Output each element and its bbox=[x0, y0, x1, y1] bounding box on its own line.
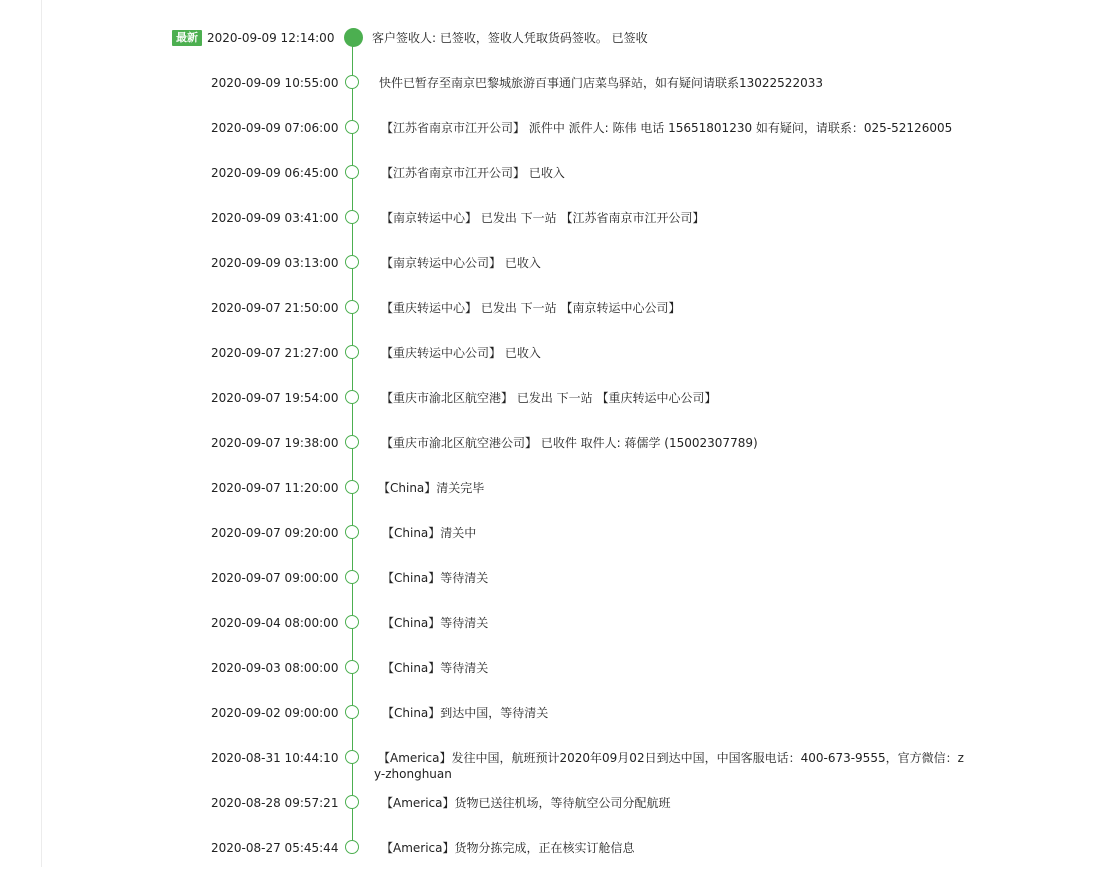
timeline-entry bbox=[0, 571, 1115, 608]
entry-text: 【China】等待清关 bbox=[382, 661, 489, 675]
entry-text: 【China】等待清关 bbox=[382, 616, 489, 630]
timeline-dot-icon bbox=[345, 255, 359, 269]
entry-text: 【China】清关完毕 bbox=[378, 481, 485, 495]
timeline-dot-icon bbox=[345, 75, 359, 89]
timeline-dot-icon bbox=[345, 570, 359, 584]
entry-time: 2020-09-07 11:20:00 bbox=[211, 481, 339, 495]
timeline-entry bbox=[0, 121, 1115, 158]
entry-text: 快件已暂存至南京巴黎城旅游百事通门店菜鸟驿站，如有疑问请联系13022522033 bbox=[379, 76, 823, 90]
timeline-dot-icon bbox=[345, 480, 359, 494]
entry-time: 2020-09-04 08:00:00 bbox=[211, 616, 339, 630]
entry-time: 2020-09-07 09:00:00 bbox=[211, 571, 339, 585]
timeline-dot-icon bbox=[345, 795, 359, 809]
timeline-entry bbox=[0, 76, 1115, 113]
entry-text: 【江苏省南京市江开公司】 派件中 派件人: 陈伟 电话 15651801230 如有疑问，请联系：025-52126005 bbox=[381, 121, 953, 135]
timeline-dot-icon bbox=[345, 300, 359, 314]
timeline-entry bbox=[0, 796, 1115, 833]
entry-text: 【China】清关中 bbox=[382, 526, 477, 540]
timeline-entry-latest bbox=[0, 31, 1115, 68]
timeline-entry bbox=[0, 256, 1115, 293]
timeline-entry bbox=[0, 211, 1115, 248]
entry-time: 2020-09-09 10:55:00 bbox=[211, 76, 339, 90]
entry-text: 【America】货物已送往机场，等待航空公司分配航班 bbox=[381, 796, 671, 810]
timeline-dot-icon bbox=[345, 660, 359, 674]
timeline-dot-icon bbox=[345, 120, 359, 134]
timeline-dot-icon bbox=[345, 750, 359, 764]
entry-time: 2020-08-27 05:45:44 bbox=[211, 841, 339, 855]
timeline-entry bbox=[0, 481, 1115, 518]
entry-text: 【重庆转运中心】 已发出 下一站 【南京转运中心公司】 bbox=[381, 301, 681, 315]
entry-text: 【China】等待清关 bbox=[382, 571, 489, 585]
entry-time: 2020-09-07 21:27:00 bbox=[211, 346, 339, 360]
timeline-entry bbox=[0, 391, 1115, 428]
entry-text: 客户签收人: 已签收，签收人凭取货码签收。 已签收 bbox=[372, 31, 648, 45]
timeline-entry bbox=[0, 751, 1115, 788]
entry-time: 2020-09-07 09:20:00 bbox=[211, 526, 339, 540]
timeline-dot-icon bbox=[345, 210, 359, 224]
entry-time: 2020-09-02 09:00:00 bbox=[211, 706, 339, 720]
timeline-dot-icon bbox=[345, 165, 359, 179]
entry-text: 【江苏省南京市江开公司】 已收入 bbox=[381, 166, 565, 180]
timeline-dot-icon bbox=[345, 435, 359, 449]
entry-time: 2020-08-28 09:57:21 bbox=[211, 796, 339, 810]
latest-dot-icon bbox=[344, 28, 363, 47]
timeline-entry bbox=[0, 346, 1115, 383]
timeline-dot-icon bbox=[345, 525, 359, 539]
entry-time: 2020-09-09 03:13:00 bbox=[211, 256, 339, 270]
entry-time: 2020-09-03 08:00:00 bbox=[211, 661, 339, 675]
entry-time: 2020-09-07 19:54:00 bbox=[211, 391, 339, 405]
entry-time: 2020-09-09 12:14:00 bbox=[207, 31, 335, 45]
entry-time: 2020-08-31 10:44:10 bbox=[211, 751, 339, 765]
timeline-entry bbox=[0, 616, 1115, 653]
timeline-entry bbox=[0, 526, 1115, 563]
entry-text: 【重庆转运中心公司】 已收入 bbox=[381, 346, 541, 360]
timeline-entry bbox=[0, 166, 1115, 203]
timeline-entry bbox=[0, 436, 1115, 473]
entry-time: 2020-09-07 21:50:00 bbox=[211, 301, 339, 315]
timeline-dot-icon bbox=[345, 390, 359, 404]
timeline-dot-icon bbox=[345, 705, 359, 719]
timeline-entry bbox=[0, 841, 1115, 878]
entry-text: 【America】货物分拣完成，正在核实订舱信息 bbox=[381, 841, 635, 855]
timeline-dot-icon bbox=[345, 840, 359, 854]
entry-time: 2020-09-09 03:41:00 bbox=[211, 211, 339, 225]
latest-badge: 最新 bbox=[172, 30, 202, 46]
entry-text: 【America】发往中国，航班预计2020年09月02日到达中国，中国客服电话：400-673-9555，官方微信：zy-zhonghuan bbox=[374, 751, 964, 781]
entry-text: 【重庆市渝北区航空港】 已发出 下一站 【重庆转运中心公司】 bbox=[381, 391, 717, 405]
timeline-dot-icon bbox=[345, 345, 359, 359]
entry-text: 【重庆市渝北区航空港公司】 已收件 取件人: 蒋儒学 (15002307789) bbox=[381, 436, 758, 450]
entry-time: 2020-09-07 19:38:00 bbox=[211, 436, 339, 450]
timeline-entry bbox=[0, 661, 1115, 698]
entry-text: 【南京转运中心公司】 已收入 bbox=[381, 256, 541, 270]
entry-text: 【China】到达中国，等待清关 bbox=[382, 706, 549, 720]
entry-text: 【南京转运中心】 已发出 下一站 【江苏省南京市江开公司】 bbox=[381, 211, 705, 225]
timeline-entry bbox=[0, 706, 1115, 743]
entry-time: 2020-09-09 06:45:00 bbox=[211, 166, 339, 180]
timeline-entry bbox=[0, 301, 1115, 338]
timeline-dot-icon bbox=[345, 615, 359, 629]
entry-time: 2020-09-09 07:06:00 bbox=[211, 121, 339, 135]
